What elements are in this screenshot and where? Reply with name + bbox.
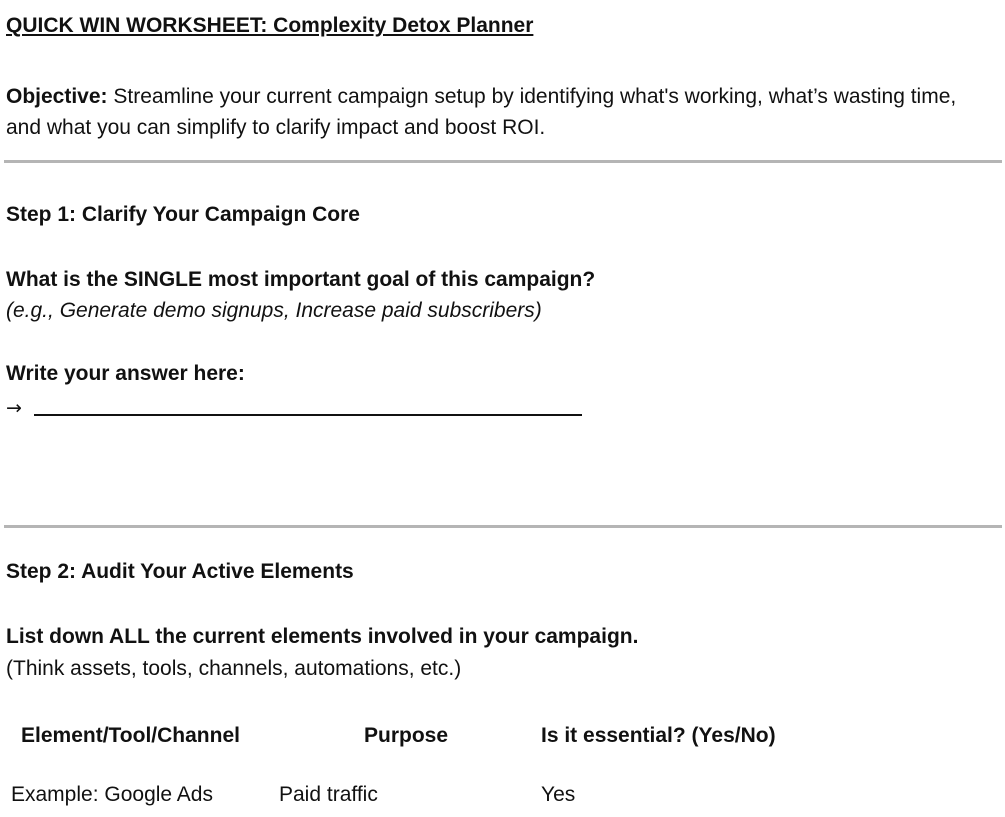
answer-label: Write your answer here:	[6, 362, 245, 385]
arrow-right-icon: →	[6, 397, 22, 419]
section-divider	[4, 525, 1002, 528]
goal-answer-field[interactable]	[34, 414, 582, 416]
step1-heading: Step 1: Clarify Your Campaign Core	[6, 203, 360, 226]
table-cell-essential: Yes	[541, 783, 576, 806]
goal-question: What is the SINGLE most important goal of this campaign?	[6, 268, 596, 291]
goal-example: (e.g., Generate demo signups, Increase paid subscribers)	[6, 299, 542, 322]
table-cell-purpose: Paid traffic	[279, 783, 378, 806]
step2-heading: Step 2: Audit Your Active Elements	[6, 560, 354, 583]
objective-label: Objective:	[6, 85, 108, 108]
table-header-purpose: Purpose	[364, 724, 449, 747]
table-cell-element: Example: Google Ads	[11, 783, 213, 806]
elements-prompt: List down ALL the current elements involved in your campaign.	[6, 625, 639, 648]
elements-subprompt: (Think assets, tools, channels, automations, etc.)	[6, 657, 462, 680]
table-header-element: Element/Tool/Channel	[21, 724, 240, 747]
worksheet-title: QUICK WIN WORKSHEET: Complexity Detox Planner	[6, 14, 534, 37]
objective-paragraph	[6, 81, 996, 143]
table-header-essential: Is it essential? (Yes/No)	[541, 724, 776, 747]
objective-text: Streamline your current campaign setup by identifying what's working, what’s wasting time, and what you can simplify to clarify impact and boost ROI.	[6, 85, 957, 139]
section-divider	[4, 160, 1002, 163]
answer-row	[6, 394, 606, 422]
